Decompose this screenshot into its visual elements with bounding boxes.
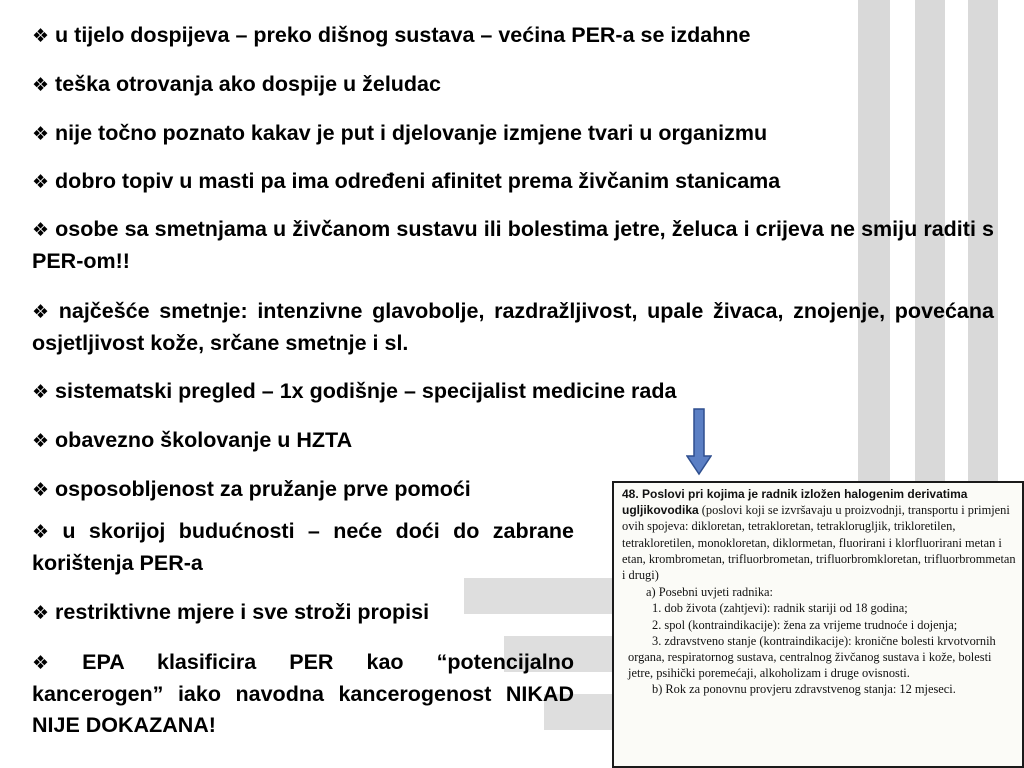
down-arrow-icon: [686, 408, 712, 476]
bullet-diamond-icon: ❖: [32, 220, 50, 241]
bullet-item: ❖ obavezno školovanje u HZTA: [32, 428, 353, 452]
scan-section-a: a) Posebni uvjeti radnika:: [646, 585, 773, 600]
bullet-diamond-icon: ❖: [32, 75, 50, 96]
bullet-diamond-icon: ❖: [32, 124, 50, 145]
bullet-diamond-icon: ❖: [32, 302, 53, 323]
bullet-item: ❖ u tijelo dospijeva – preko dišnog sustava – većina PER-a se izdahne: [32, 23, 751, 47]
scan-item-3: 3. zdravstveno stanje (kontraindikacije): kronične bolesti krvotvornih organa, respiratornog sustava, centralnog živčanog sustava i kože, bolesti jetre, psihički poremećaji, alkoholizam i druge ovisnosti.: [628, 633, 996, 681]
bullet-item: ❖ najčešće smetnje: intenzivne glavobolje, razdražljivost, upale živaca, znojenje, povećana osjetljivost kože, srčane smetnje i sl.: [32, 299, 994, 355]
bullet-item: ❖ sistematski pregled – 1x godišnje – specijalist medicine rada: [32, 379, 677, 403]
bullet-diamond-icon: ❖: [32, 603, 50, 624]
bullet-item: ❖ nije točno poznato kakav je put i djelovanje izmjene tvari u organizmu: [32, 121, 768, 145]
bullet-item: ❖ osposobljenost za pružanje prve pomoći: [32, 477, 471, 501]
bullet-item: ❖ teška otrovanja ako dospije u želudac: [32, 72, 441, 96]
bullet-diamond-icon: ❖: [32, 26, 50, 47]
bullet-diamond-icon: ❖: [32, 172, 50, 193]
bullet-item: ❖ dobro topiv u masti pa ima određeni afinitet prema živčanim stanicama: [32, 169, 781, 193]
bullet-item: ❖ restriktivne mjere i sve stroži propisi: [32, 600, 430, 624]
bullet-item: ❖ EPA klasificira PER kao “potencijalno kancerogen” iako navodna kancerogenost NIKAD NIJE DOKAZANA!: [32, 650, 574, 737]
bullet-item: ❖ osobe sa smetnjama u živčanom sustavu ili bolestima jetre, želuca i crijeva ne smiju raditi s PER-om!!: [32, 217, 994, 273]
scan-heading: 48. Poslovi pri kojima je radnik izložen halogenim derivatima ugljikovodika (poslovi koji se izvršavaju u proizvodnji, transportu i primjeni ovih spojeva: dikloretan, tetrakloretan, tetraklorugljik, trikloretilen, tetrakloretilen, monokloretan, diklormetan, fluorirani i klorfluorirani metan i etan, krombrometan, trifluorbrometan, trifluorbromkloretan, trifluorbrommetan i drugi): [622, 487, 1016, 583]
scan-section-b: b) Rok za ponovnu provjeru zdravstvenog stanja: 12 mjeseci.: [652, 682, 956, 697]
scan-item-1: 1. dob života (zahtjevi): radnik stariji od 18 godina;: [652, 601, 908, 616]
bullet-diamond-icon: ❖: [32, 522, 57, 543]
bullet-diamond-icon: ❖: [32, 382, 50, 403]
bullet-diamond-icon: ❖: [32, 653, 77, 674]
bullet-item: ❖ u skorijoj budućnosti – neće doći do zabrane korištenja PER-a: [32, 519, 574, 575]
bullet-diamond-icon: ❖: [32, 431, 50, 452]
scanned-document-excerpt: [612, 481, 1024, 768]
bullet-diamond-icon: ❖: [32, 480, 50, 501]
scan-item-2: 2. spol (kontraindikacije): žena za vrijeme trudnoće i dojenja;: [652, 617, 958, 632]
